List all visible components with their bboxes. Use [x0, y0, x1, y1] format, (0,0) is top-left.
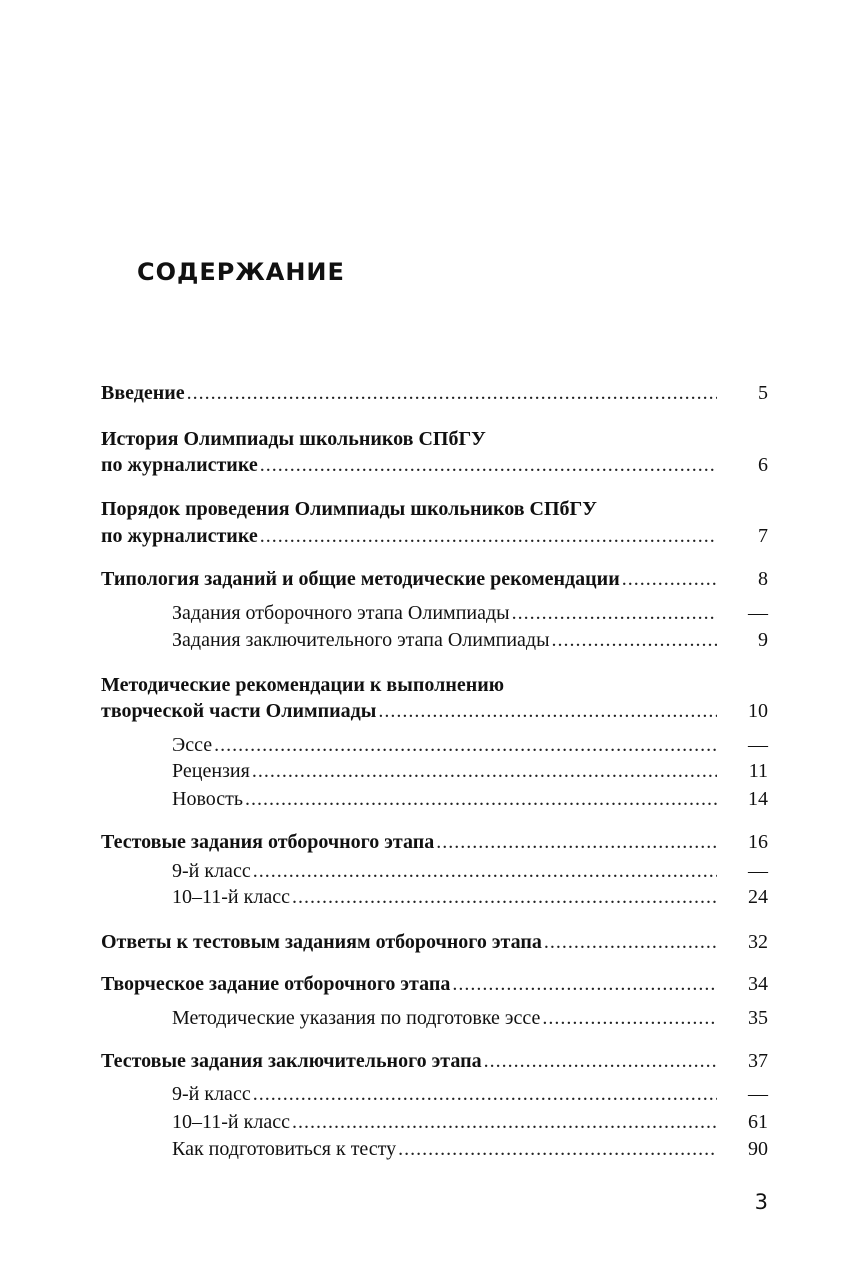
toc-page-number: 35: [748, 1007, 768, 1029]
toc-entry-methodical-line2[interactable]: [101, 697, 717, 725]
toc-entry-qualifying-tests[interactable]: [101, 828, 717, 856]
toc-page-number: 61: [748, 1111, 768, 1133]
toc-page-number: 32: [748, 931, 768, 953]
dot-leader: [260, 451, 717, 479]
toc-page-number: 37: [748, 1050, 768, 1072]
dot-leader: [542, 1004, 717, 1032]
toc-page-number: 11: [748, 760, 768, 782]
toc-entry-procedure-line1[interactable]: [101, 495, 717, 523]
toc-subentry[interactable]: [172, 1108, 717, 1136]
toc-entry-title: по журналистике: [101, 525, 258, 547]
dot-leader: [253, 857, 717, 885]
dot-leader: [398, 1135, 717, 1163]
page-number: 3: [754, 1190, 768, 1214]
dot-leader: [253, 1080, 717, 1108]
dot-leader: [452, 970, 717, 998]
toc-entry-title: Творческое задание отборочного этапа: [101, 973, 451, 995]
toc-entry-title: Эссе: [172, 734, 213, 756]
toc-subentry[interactable]: [172, 626, 717, 654]
dot-leader: [292, 883, 717, 911]
toc-subentry[interactable]: [172, 731, 717, 759]
toc-page-number: —: [748, 602, 768, 624]
toc-entry-introduction[interactable]: [101, 379, 717, 407]
dot-leader: [622, 565, 717, 593]
toc-entry-title: Задания отборочного этапа Олимпиады: [172, 602, 510, 624]
toc-entry-history-line1[interactable]: [101, 425, 717, 453]
dot-leader: [544, 928, 717, 956]
dot-leader: [484, 1047, 717, 1075]
toc-entry-title: Введение: [101, 382, 185, 404]
toc-subentry[interactable]: [172, 785, 717, 813]
toc-page-number: 7: [758, 525, 768, 547]
toc-entry-title: Типология заданий и общие методические рекомендации: [101, 568, 620, 590]
toc-subentry[interactable]: [172, 883, 717, 911]
toc-page-number: 90: [748, 1138, 768, 1160]
toc-entry-answers[interactable]: [101, 928, 717, 956]
toc-page-number: 8: [758, 568, 768, 590]
dot-leader: [436, 828, 717, 856]
toc-entry-title: История Олимпиады школьников СПбГУ: [101, 428, 486, 450]
toc-page-number: 5: [758, 382, 768, 404]
dot-leader: [512, 599, 717, 627]
toc-entry-title: Ответы к тестовым заданиям отборочного этапа: [101, 931, 542, 953]
dot-leader: [552, 626, 717, 654]
toc-entry-title: Методические указания по подготовке эссе: [172, 1007, 541, 1029]
toc-entry-title: Новость: [172, 788, 243, 810]
toc-entry-title: Тестовые задания заключительного этапа: [101, 1050, 482, 1072]
dot-leader: [378, 697, 717, 725]
page-title: СОДЕРЖАНИЕ: [137, 258, 345, 286]
dot-leader: [187, 379, 717, 407]
toc-subentry[interactable]: [172, 1080, 717, 1108]
dot-leader: [260, 522, 717, 550]
dot-leader: [292, 1108, 717, 1136]
toc-entry-title: творческой части Олимпиады: [101, 700, 377, 722]
toc-entry-history-line2[interactable]: [101, 451, 717, 479]
dot-leader: [252, 757, 717, 785]
toc-page-number: 24: [748, 886, 768, 908]
toc-entry-procedure-line2[interactable]: [101, 522, 717, 550]
toc-entry-title: по журналистике: [101, 454, 258, 476]
toc-entry-title: Рецензия: [172, 760, 250, 782]
toc-subentry[interactable]: [172, 599, 717, 627]
toc-page-number: —: [748, 860, 768, 882]
toc-entry-title: 9-й класс: [172, 1083, 251, 1105]
toc-subentry[interactable]: [172, 757, 717, 785]
toc-entry-title: 10–11-й класс: [172, 1111, 290, 1133]
toc-entry-typology[interactable]: [101, 565, 717, 593]
toc-entry-title: Как подготовиться к тесту: [172, 1138, 397, 1160]
toc-page-number: 34: [748, 973, 768, 995]
dot-leader: [245, 785, 717, 813]
toc-entry-title: Тестовые задания отборочного этапа: [101, 831, 435, 853]
toc-subentry[interactable]: [172, 857, 717, 885]
dot-leader: [214, 731, 717, 759]
toc-entry-methodical-line1[interactable]: [101, 671, 717, 699]
toc-entry-title: Задания заключительного этапа Олимпиады: [172, 629, 550, 651]
toc-entry-title: Порядок проведения Олимпиады школьников СПбГУ: [101, 498, 597, 520]
toc-page-number: 6: [758, 454, 768, 476]
toc-page-number: —: [748, 734, 768, 756]
toc-entry-title: Методические рекомендации к выполнению: [101, 674, 505, 696]
toc-page-number: 16: [748, 831, 768, 853]
toc-entry-creative-task[interactable]: [101, 970, 717, 998]
toc-page-number: 14: [748, 788, 768, 810]
toc-subentry[interactable]: [172, 1135, 717, 1163]
toc-entry-title: 9-й класс: [172, 860, 251, 882]
toc-page-number: 10: [748, 700, 768, 722]
toc-entry-final-tests[interactable]: [101, 1047, 717, 1075]
toc-page-number: 9: [758, 629, 768, 651]
toc-page-number: —: [748, 1083, 768, 1105]
toc-entry-title: 10–11-й класс: [172, 886, 290, 908]
toc-subentry[interactable]: [172, 1004, 717, 1032]
